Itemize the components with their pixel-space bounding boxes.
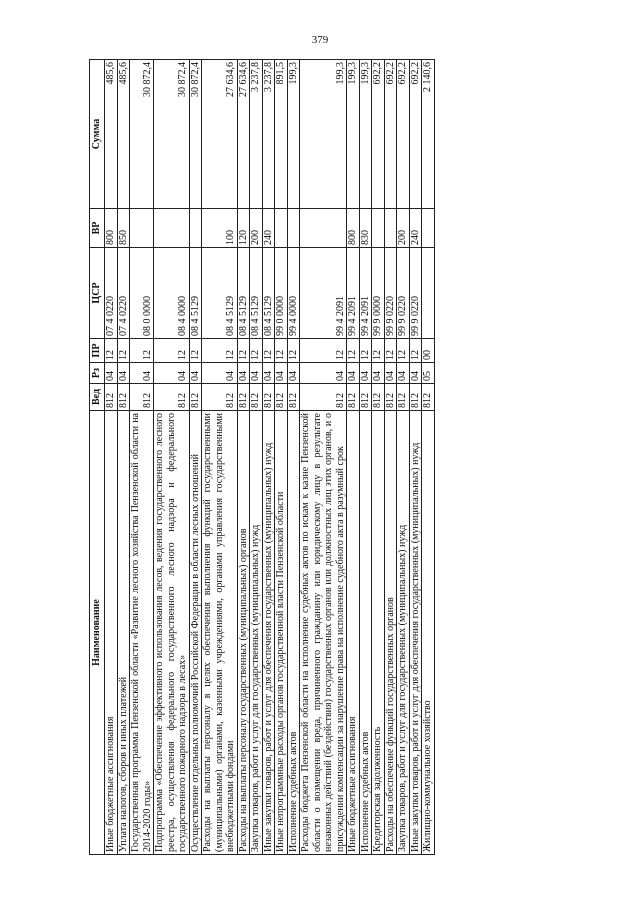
cell-rz: 04	[154, 363, 190, 384]
cell-sum: 692,2	[372, 60, 385, 209]
cell-csr	[422, 248, 435, 339]
rotated-table-container	[89, 60, 567, 855]
table-row	[287, 60, 300, 855]
cell-ved: 812	[202, 384, 238, 411]
cell-rz: 04	[384, 363, 397, 384]
cell-rz: 04	[287, 363, 300, 384]
cell-rz: 04	[250, 363, 263, 384]
cell-vr	[422, 209, 435, 248]
cell-pr: 12	[262, 339, 275, 363]
cell-name: Иные закупки товаров, работ и услуг для обеспечения государственных (муниципальных) нужд	[262, 411, 275, 855]
cell-sum: 199,3	[347, 60, 360, 209]
cell-rz: 04	[117, 363, 130, 384]
cell-pr: 12	[250, 339, 263, 363]
cell-pr: 12	[409, 339, 422, 363]
cell-ved: 812	[275, 384, 288, 411]
cell-sum: 30 872,4	[154, 60, 190, 209]
header-sum: Сумма	[90, 60, 105, 209]
cell-ved: 812	[154, 384, 190, 411]
table-row	[130, 60, 154, 855]
cell-rz: 04	[409, 363, 422, 384]
cell-pr: 12	[189, 339, 202, 363]
cell-pr: 12	[384, 339, 397, 363]
cell-vr	[372, 209, 385, 248]
table-row	[250, 60, 263, 855]
header-vr: ВР	[90, 209, 105, 248]
cell-pr: 12	[300, 339, 347, 363]
cell-ved: 812	[384, 384, 397, 411]
cell-sum: 3 237,8	[262, 60, 275, 209]
cell-ved: 812	[250, 384, 263, 411]
cell-vr: 100	[202, 209, 238, 248]
table-header	[90, 60, 105, 855]
cell-vr: 800	[347, 209, 360, 248]
cell-csr: 99 0 0000	[275, 248, 288, 339]
cell-sum: 891,5	[275, 60, 288, 209]
cell-sum: 485,6	[105, 60, 118, 209]
cell-csr: 99 4 0000	[287, 248, 300, 339]
cell-vr: 830	[359, 209, 372, 248]
cell-ved: 812	[359, 384, 372, 411]
cell-sum: 30 872,4	[189, 60, 202, 209]
cell-rz: 04	[237, 363, 250, 384]
cell-pr: 12	[359, 339, 372, 363]
cell-vr	[154, 209, 190, 248]
cell-csr: 08 4 5129	[189, 248, 202, 339]
cell-sum: 27 634,6	[237, 60, 250, 209]
cell-ved: 812	[372, 384, 385, 411]
cell-ved: 812	[422, 384, 435, 411]
cell-sum: 199,3	[359, 60, 372, 209]
cell-csr: 99 4 2091	[347, 248, 360, 339]
page-number: 379	[311, 34, 329, 46]
table-row	[384, 60, 397, 855]
cell-name: Закупка товаров, работ и услуг для государственных (муниципальных) нужд	[250, 411, 263, 855]
cell-pr: 12	[130, 339, 154, 363]
table-row	[262, 60, 275, 855]
header-ved: Вед	[90, 384, 105, 411]
cell-sum: 692,2	[384, 60, 397, 209]
cell-name: Иные бюджетные ассигнования	[105, 411, 118, 855]
cell-ved: 812	[105, 384, 118, 411]
cell-ved: 812	[262, 384, 275, 411]
table-row	[105, 60, 118, 855]
table-row	[189, 60, 202, 855]
cell-vr	[275, 209, 288, 248]
table-row	[117, 60, 130, 855]
cell-name: Подпрограмма «Обеспечение эффективного использования лесов, ведения государственного лесного реестра, осуществления федерального государственного лесного надзора и федерального государственного пожарного надзора в лесах»	[154, 411, 190, 855]
cell-ved: 812	[189, 384, 202, 411]
cell-pr: 12	[397, 339, 410, 363]
cell-csr: 99 9 0000	[372, 248, 385, 339]
cell-vr: 200	[397, 209, 410, 248]
budget-table	[89, 59, 435, 855]
cell-pr: 12	[202, 339, 238, 363]
cell-name: Осуществление отдельных полномочий Российской Федерации в области лесных отношений	[189, 411, 202, 855]
cell-csr: 99 4 2091	[300, 248, 347, 339]
cell-name: Иные бюджетные ассигнования	[347, 411, 360, 855]
header-name: Наименование	[90, 411, 105, 855]
cell-rz: 04	[347, 363, 360, 384]
table-row	[409, 60, 422, 855]
cell-vr	[384, 209, 397, 248]
cell-csr: 99 9 0220	[397, 248, 410, 339]
cell-sum: 27 634,6	[202, 60, 238, 209]
cell-ved: 812	[347, 384, 360, 411]
cell-name: Расходы на выплаты персоналу государственных (муниципальных) органов	[237, 411, 250, 855]
cell-vr: 800	[105, 209, 118, 248]
cell-csr: 99 4 2091	[359, 248, 372, 339]
table-row	[154, 60, 190, 855]
cell-rz: 04	[189, 363, 202, 384]
cell-ved: 812	[300, 384, 347, 411]
cell-name: Закупка товаров, работ и услуг для государственных (муниципальных) нужд	[397, 411, 410, 855]
cell-vr: 240	[262, 209, 275, 248]
cell-pr: 12	[105, 339, 118, 363]
cell-ved: 812	[287, 384, 300, 411]
cell-rz: 04	[372, 363, 385, 384]
cell-rz: 04	[262, 363, 275, 384]
cell-name: Иные закупки товаров, работ и услуг для обеспечения государственных (муниципальных) нужд	[409, 411, 422, 855]
cell-sum: 2 140,6	[422, 60, 435, 209]
cell-sum: 692,2	[409, 60, 422, 209]
cell-csr: 08 4 5129	[202, 248, 238, 339]
cell-rz: 04	[300, 363, 347, 384]
cell-sum: 30 872,4	[130, 60, 154, 209]
cell-rz: 04	[130, 363, 154, 384]
header-csr: ЦСР	[90, 248, 105, 339]
cell-ved: 812	[409, 384, 422, 411]
cell-ved: 812	[397, 384, 410, 411]
cell-vr	[130, 209, 154, 248]
cell-name: Кредиторская задолженность	[372, 411, 385, 855]
cell-csr: 07 4 0220	[117, 248, 130, 339]
cell-name: Исполнение судебных актов	[287, 411, 300, 855]
cell-pr: 12	[117, 339, 130, 363]
cell-vr: 240	[409, 209, 422, 248]
cell-vr	[189, 209, 202, 248]
table-row	[359, 60, 372, 855]
cell-sum: 3 237,8	[250, 60, 263, 209]
cell-ved: 812	[130, 384, 154, 411]
cell-pr: 12	[372, 339, 385, 363]
cell-vr: 200	[250, 209, 263, 248]
cell-vr: 120	[237, 209, 250, 248]
cell-csr: 08 4 5129	[250, 248, 263, 339]
table-row	[237, 60, 250, 855]
cell-name: Уплата налогов, сборов и иных платежей	[117, 411, 130, 855]
cell-csr: 07 4 0220	[105, 248, 118, 339]
cell-rz: 04	[275, 363, 288, 384]
cell-csr: 08 4 5129	[262, 248, 275, 339]
cell-csr: 08 4 0000	[154, 248, 190, 339]
cell-pr: 12	[347, 339, 360, 363]
cell-sum: 199,3	[300, 60, 347, 209]
cell-vr: 850	[117, 209, 130, 248]
cell-ved: 812	[237, 384, 250, 411]
cell-name: Расходы на обеспечение функций государственных органов	[384, 411, 397, 855]
cell-sum: 199,3	[287, 60, 300, 209]
cell-sum: 692,2	[397, 60, 410, 209]
cell-pr: 12	[237, 339, 250, 363]
table-row	[397, 60, 410, 855]
cell-name: Расходы бюджета Пензенской области на исполнение судебных актов по искам к казне Пензенской области о возмещении вреда, причиненного гражданину или юридическому лицу в результате незаконных действий (бездействия) государственных органов или должностных лиц этих органов, и о присуждении компенсации за нарушение права на исполнение судебного акта в разумный срок	[300, 411, 347, 855]
cell-name: Иные непрограммные расходы органов государственной власти Пензенской области	[275, 411, 288, 855]
cell-pr: 12	[287, 339, 300, 363]
cell-rz: 04	[359, 363, 372, 384]
header-rz: Рз	[90, 363, 105, 384]
cell-name: Жилищно-коммунальное хозяйство	[422, 411, 435, 855]
cell-rz: 04	[105, 363, 118, 384]
cell-csr: 08 4 5129	[237, 248, 250, 339]
cell-csr: 99 9 0220	[409, 248, 422, 339]
table-row	[300, 60, 347, 855]
cell-rz: 04	[397, 363, 410, 384]
table-body	[105, 60, 435, 855]
cell-sum: 485,6	[117, 60, 130, 209]
table-row	[347, 60, 360, 855]
table-row	[275, 60, 288, 855]
cell-name: Государственная программа Пензенской области «Развитие лесного хозяйства Пензенской области на 2014-2020 годы»	[130, 411, 154, 855]
cell-csr: 99 9 0220	[384, 248, 397, 339]
table-row	[202, 60, 238, 855]
cell-pr: 00	[422, 339, 435, 363]
table-row	[422, 60, 435, 855]
cell-name: Исполнение судебных актов	[359, 411, 372, 855]
cell-vr	[300, 209, 347, 248]
cell-vr	[287, 209, 300, 248]
cell-ved: 812	[117, 384, 130, 411]
cell-pr: 12	[275, 339, 288, 363]
header-pr: ПР	[90, 339, 105, 363]
table-row	[372, 60, 385, 855]
cell-pr: 12	[154, 339, 190, 363]
cell-csr: 08 0 0000	[130, 248, 154, 339]
cell-name: Расходы на выплаты персоналу в целях обеспечения выполнения функций государственными (муниципальными) органами, казенными учреждениями, органами управления государственными внебюджетными фондами	[202, 411, 238, 855]
cell-rz: 05	[422, 363, 435, 384]
cell-rz: 04	[202, 363, 238, 384]
